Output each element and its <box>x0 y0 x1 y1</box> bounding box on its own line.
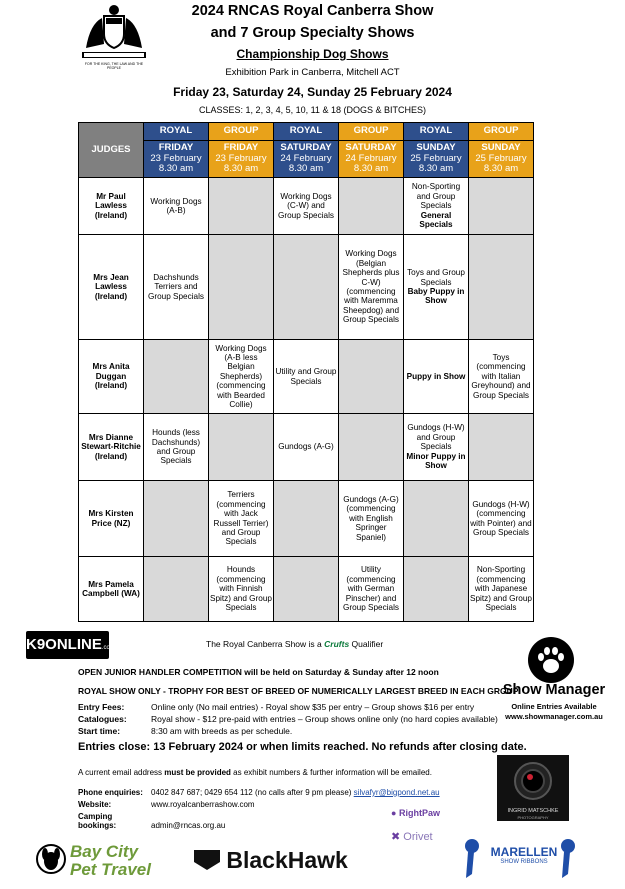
special-award: General Specials <box>419 210 453 230</box>
schedule-cell <box>339 235 404 340</box>
schedule-cell <box>209 481 274 557</box>
judge-name: Mrs Kirsten Price (NZ) <box>79 481 144 557</box>
judge-name: Mrs Anita Duggan (Ireland) <box>79 340 144 414</box>
cell-text: Working Dogs (Belgian Shepherds plus C-W) (commencing with Maremma Sheepdog) and Group Specials <box>342 249 400 325</box>
coat-of-arms-logo <box>78 2 150 62</box>
column-day: FRIDAY <box>223 141 259 153</box>
cell-text: Hounds (commencing with Finnish Spitz) and Group Specials <box>210 565 272 613</box>
website-link[interactable]: www.royalcanberrashow.com <box>151 800 255 809</box>
venue: Exhibition Park in Canberra, Mitchell ACT <box>225 67 400 78</box>
schedule-cell <box>339 340 404 414</box>
schedule-cell <box>274 414 339 481</box>
show-manager-tagline: Online Entries Available <box>511 702 597 711</box>
column-day: FRIDAY <box>158 141 194 153</box>
schedule-cell <box>469 557 534 622</box>
header-type-row <box>79 123 534 141</box>
judge-row <box>79 557 534 622</box>
column-date-4 <box>339 141 404 178</box>
column-date-6 <box>469 141 534 178</box>
show-manager-logo: Show Manager <box>502 682 606 698</box>
cell-text: Toys (commencing with Italian Greyhound) and Group Specials <box>471 352 531 400</box>
schedule-cell <box>144 235 209 340</box>
header-date-row <box>79 141 534 178</box>
title-line-1: 2024 RNCAS Royal Canberra Show <box>191 3 434 19</box>
crufts-qualifier-note: The Royal Canberra Show is a Crufts Qualifier <box>206 639 384 649</box>
cell-text: Utility (commencing with German Pinscher) and Group Specials <box>343 565 399 613</box>
schedule-cell <box>209 235 274 340</box>
judge-name: Mr Paul Lawless (Ireland) <box>79 178 144 235</box>
cell-text: Non-Sporting (commencing with Japanese Spitz) and Group Specials <box>470 565 532 613</box>
column-time: 8.30 am <box>158 163 194 175</box>
special-award: Puppy in Show <box>406 371 466 381</box>
column-date: 25 February <box>410 152 462 164</box>
column-date-5 <box>404 141 469 178</box>
schedule-cell <box>404 178 469 235</box>
classes-line: CLASSES: 1, 2, 3, 4, 5, 10, 11 & 18 (DOGS & BITCHES) <box>199 105 426 115</box>
title-line-2: and 7 Group Specialty Shows <box>210 25 415 41</box>
schedule-cell <box>144 481 209 557</box>
dog-icon <box>36 842 66 880</box>
schedule-cell <box>469 414 534 481</box>
paw-icon: ● <box>391 808 397 818</box>
column-time: 8.30 am <box>353 163 389 175</box>
photographer-name: INGRID MATSCHKE <box>507 808 559 814</box>
judge-row <box>79 178 534 235</box>
show-manager-url[interactable]: www.showmanager.com.au <box>505 712 603 721</box>
column-day: SATURDAY <box>345 141 397 153</box>
judge-row <box>79 481 534 557</box>
schedule-cell <box>209 340 274 414</box>
crufts-logo: Crufts <box>324 639 350 649</box>
camping-email[interactable]: admin@rncas.org.au <box>151 821 226 830</box>
bay-city-pet-travel-logo: Bay City Pet Travel <box>70 842 151 879</box>
schedule-cell <box>404 235 469 340</box>
contact-email-link[interactable]: silvafyr@bigpond.net.au <box>353 788 440 797</box>
cell-text: Gundogs (H-W) and Group Specials <box>407 423 465 452</box>
website-row: Website: www.royalcanberrashow.com <box>78 800 255 809</box>
trophy-note: ROYAL SHOW ONLY - TROPHY FOR BEST OF BREED OF NUMERICALLY LARGEST BREED IN EACH GROUP <box>78 686 519 696</box>
column-type-6: GROUP <box>469 123 534 141</box>
column-date-2 <box>209 141 274 178</box>
cell-text: Working Dogs (A-B) <box>150 196 202 215</box>
schedule-cell <box>274 235 339 340</box>
schedule-cell <box>404 557 469 622</box>
schedule-cell <box>469 178 534 235</box>
orivet-logo: ✖ Orivet <box>391 831 433 843</box>
schedule-cell <box>469 481 534 557</box>
cell-text: Dachshunds Terriers and Group Specials <box>148 272 204 301</box>
schedule-cell <box>339 178 404 235</box>
schedule-cell <box>144 340 209 414</box>
cell-text: Toys and Group Specials <box>407 268 465 287</box>
column-type-3: ROYAL <box>274 123 339 141</box>
schedule-cell <box>209 178 274 235</box>
column-day: SUNDAY <box>481 141 521 153</box>
schedule-cell <box>339 414 404 481</box>
column-date: 23 February <box>150 152 202 164</box>
schedule-cell <box>339 557 404 622</box>
column-time: 8.30 am <box>418 163 454 175</box>
cell-text: Hounds (less Dachshunds) and Group Specials <box>151 428 201 466</box>
schedule-cell <box>274 481 339 557</box>
schedule-cell <box>274 178 339 235</box>
cell-text: Non-Sporting and Group Specials <box>411 182 461 211</box>
junior-handler-note: OPEN JUNIOR HANDLER COMPETITION will be held on Saturday & Sunday after 12 noon <box>78 667 439 677</box>
schedule-cell <box>274 557 339 622</box>
start-time-row: Start time: 8:30 am with breeds as per schedule. <box>78 726 293 736</box>
column-time: 8.30 am <box>223 163 259 175</box>
column-type-2: GROUP <box>209 123 274 141</box>
judge-name: Mrs Pamela Campbell (WA) <box>79 557 144 622</box>
column-date: 24 February <box>345 152 397 164</box>
column-date-1 <box>144 141 209 178</box>
schedule-cell <box>469 235 534 340</box>
column-date-3 <box>274 141 339 178</box>
show-dates: Friday 23, Saturday 24, Sunday 25 February 2024 <box>173 85 452 99</box>
blackhawk-icon <box>194 850 220 870</box>
entry-fees-row: Entry Fees: Online only (No mail entries) - Royal show $35 per entry – Group shows $16 per entry <box>78 702 475 712</box>
judge-name: Mrs Dianne Stewart-Ritchie (Ireland) <box>79 414 144 481</box>
schedule-cell <box>209 414 274 481</box>
cell-text: Working Dogs (A-B less Belgian Shepherds) (commencing with Bearded Collie) <box>215 343 267 410</box>
schedule-cell <box>144 414 209 481</box>
schedule-cell <box>274 340 339 414</box>
paw-icon <box>528 637 574 683</box>
column-day: SATURDAY <box>280 141 332 153</box>
column-day: SUNDAY <box>416 141 456 153</box>
special-award: Minor Puppy in Show <box>406 451 466 471</box>
phone-row: Phone enquiries: 0402 847 687; 0429 654 112 (no calls after 9 pm please) silvafyr@bigpond.net.au <box>78 788 440 797</box>
column-time: 8.30 am <box>483 163 519 175</box>
schedule-cell <box>404 414 469 481</box>
column-date: 24 February <box>280 152 332 164</box>
schedule-cell <box>404 481 469 557</box>
cell-text: Utility and Group Specials <box>275 367 337 386</box>
schedule-cell <box>339 481 404 557</box>
blackhawk-logo: BlackHawk <box>194 847 348 874</box>
judges-header: JUDGES <box>79 123 144 178</box>
column-date: 25 February <box>475 152 527 164</box>
marellen-text: MARELLEN <box>490 845 558 859</box>
entries-close-note: Entries close: 13 February 2024 or when limits reached. No refunds after closing date. <box>78 741 527 753</box>
judge-row <box>79 235 534 340</box>
catalogues-row: Catalogues: Royal show - $12 pre-paid with entries – Group shows online only (no hard copies available) <box>78 714 498 724</box>
rightpaw-logo: ● RightPaw <box>391 808 440 818</box>
cell-text: Gundogs (H-W) (commencing with Pointer) and Group Specials <box>470 499 532 537</box>
judge-name: Mrs Jean Lawless (Ireland) <box>79 235 144 340</box>
column-type-1: ROYAL <box>144 123 209 141</box>
cell-text: Gundogs (A-G) <box>278 442 334 452</box>
column-time: 8.30 am <box>288 163 324 175</box>
schedule-cell <box>469 340 534 414</box>
schedule-cell <box>209 557 274 622</box>
column-type-4: GROUP <box>339 123 404 141</box>
orivet-icon: ✖ <box>391 831 401 843</box>
title-line-3: Championship Dog Shows <box>236 47 389 61</box>
k9online-logo: K9ONLINE.com.au <box>26 631 109 659</box>
schedule-cell <box>144 178 209 235</box>
cell-text: Terriers (commencing with Jack Russell Terrier) and Group Specials <box>213 490 269 547</box>
special-award: Baby Puppy in Show <box>407 287 465 306</box>
judging-schedule-table <box>78 122 534 622</box>
column-type-5: ROYAL <box>404 123 469 141</box>
schedule-cell <box>404 340 469 414</box>
cell-text: Working Dogs (C-W) and Group Specials <box>278 191 334 220</box>
judge-row <box>79 340 534 414</box>
cell-text: Gundogs (A-G) (commencing with English Springer Spaniel) <box>343 494 399 542</box>
email-required-note: A current email address must be provided as exhibit numbers & further information will be emailed. <box>78 768 432 777</box>
schedule-cell <box>144 557 209 622</box>
crest-motto: FOR THE KING, THE LAW AND THE PEOPLE <box>84 62 144 70</box>
marellen-subtext: SHOW RIBBONS <box>500 859 548 865</box>
camping-row: Camping bookings: admin@rncas.org.au <box>78 812 226 830</box>
judge-row <box>79 414 534 481</box>
column-date: 23 February <box>215 152 267 164</box>
